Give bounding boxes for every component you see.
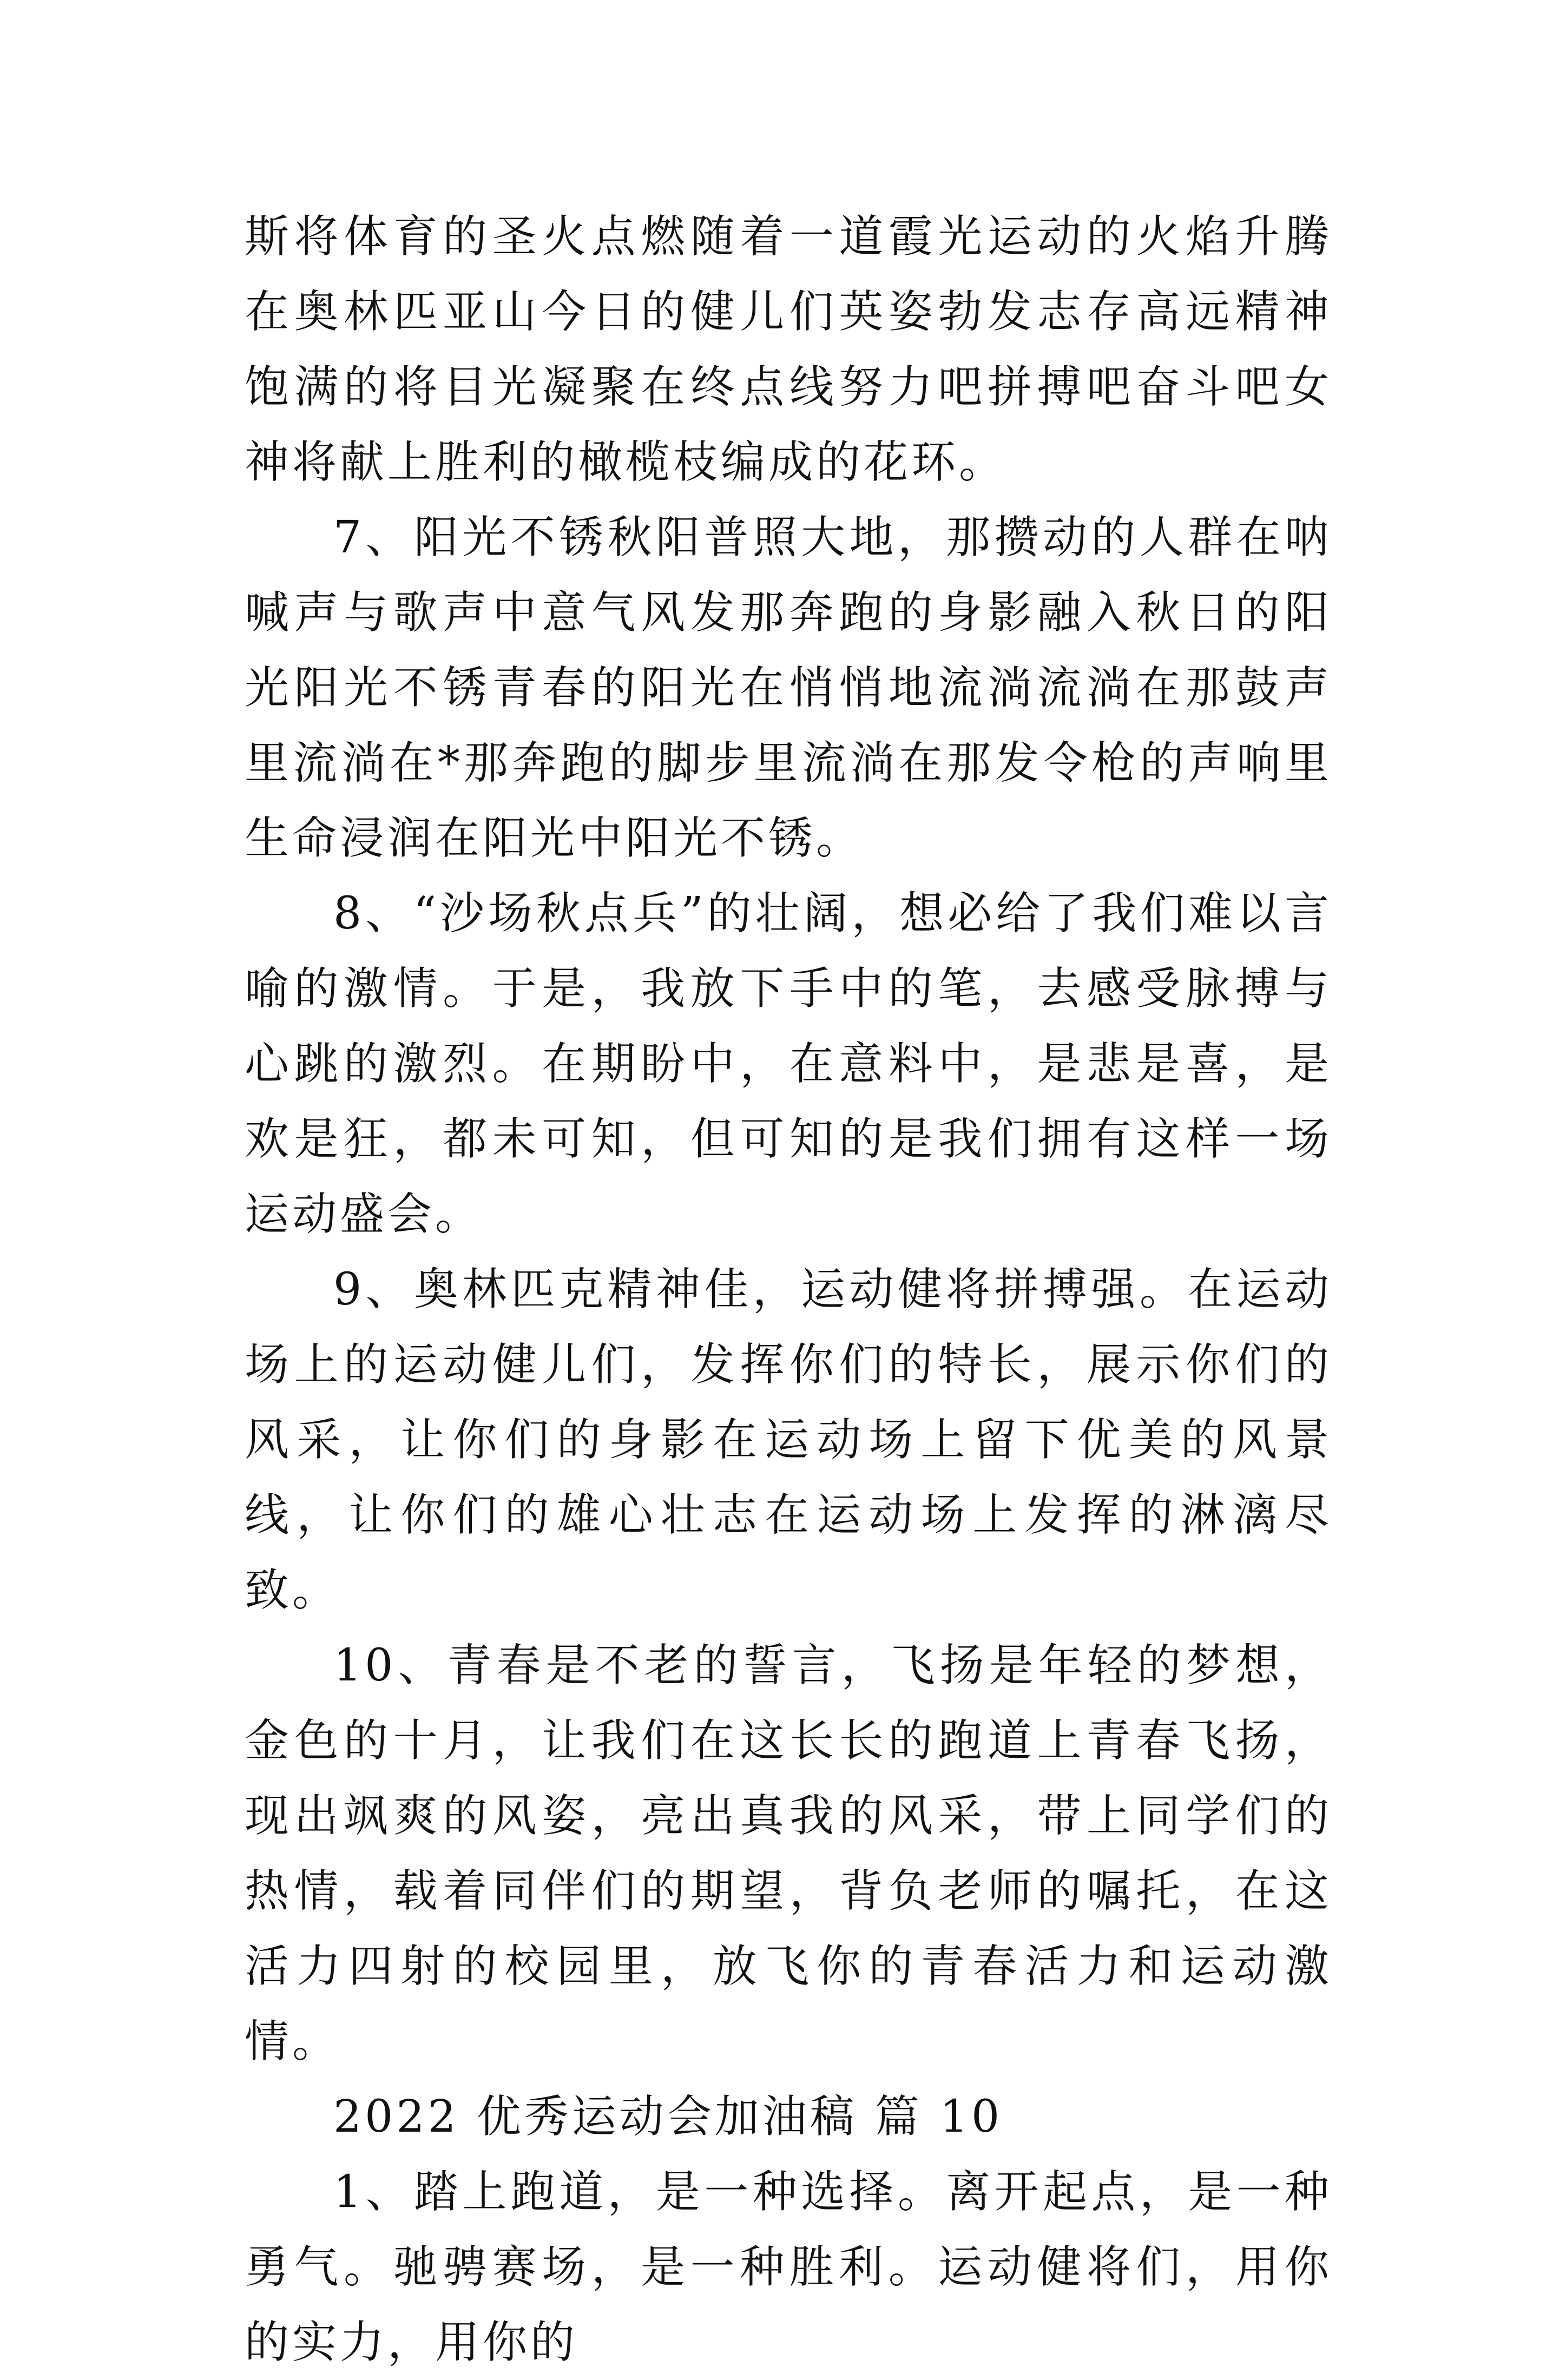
paragraph-continuation: 斯将体育的圣火点燃随着一道霞光运动的火焰升腾在奥林匹亚山今日的健儿们英姿勃发志存高远精神饱满的将目光凝聚在终点线努力吧拼搏吧奋斗吧女神将献上胜利的橄榄枝编成的花环。 (245, 211, 1332, 488)
section-heading: 2022 优秀运动会加油稿 篇 10 (333, 2091, 1003, 2142)
paragraph-item-8: 8、“沙场秋点兵”的壮阔，想必给了我们难以言喻的激情。于是，我放下手中的笔，去感受脉搏与心跳的激烈。在期盼中，在意料中，是悲是喜，是欢是狂，都未可知，但可知的是我们拥有这样一场运动盛会。 (245, 888, 1332, 1240)
paragraph-item-10: 10、青春是不老的誓言，飞扬是年轻的梦想，金色的十月，让我们在这长长的跑道上青春飞扬，现出飒爽的风姿，亮出真我的风采，带上同学们的热情，载着同伴们的期望，背负老师的嘱托，在这活力四射的校园里，放飞你的青春活力和运动激情。 (245, 1640, 1332, 2067)
paragraph-item-9: 9、奥林匹克精神佳，运动健将拼搏强。在运动场上的运动健儿们，发挥你们的特长，展示你们的风采，让你们的身影在运动场上留下优美的风景线，让你们的雄心壮志在运动场上发挥的淋漓尽致。 (245, 1264, 1332, 1616)
paragraph-item-7: 7、阳光不锈秋阳普照大地，那攒动的人群在呐喊声与歌声中意气风发那奔跑的身影融入秋日的阳光阳光不锈青春的阳光在悄悄地流淌流淌在那鼓声里流淌在*那奔跑的脚步里流淌在那发令枪的声响里生命浸润在阳光中阳光不锈。 (245, 512, 1332, 864)
document-body (245, 199, 1332, 2380)
paragraph-item-1: 1、踏上跑道，是一种选择。离开起点，是一种勇气。驰骋赛场，是一种胜利。运动健将们，用你的实力，用你的 (245, 2166, 1332, 2368)
